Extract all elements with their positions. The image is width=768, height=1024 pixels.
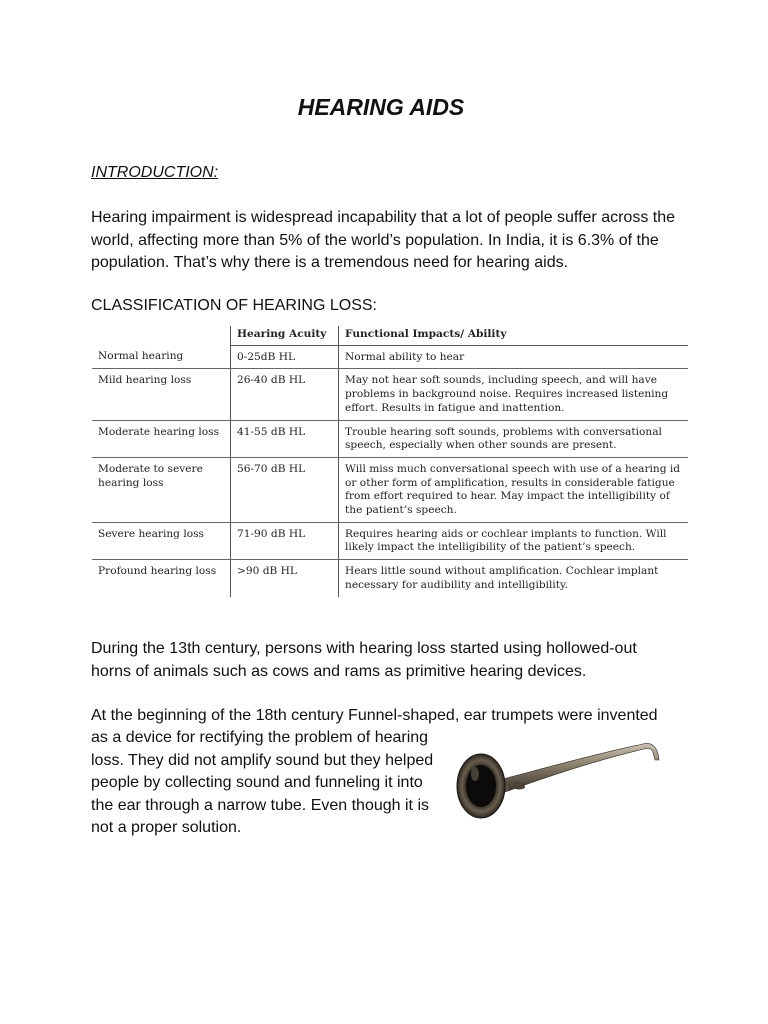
table-cell-acuity: 0-25dB HL xyxy=(231,345,339,369)
table-header-acuity: Hearing Acuity xyxy=(231,326,339,345)
trumpet-paragraph-continued: as a device for rectifying the problem of hearing loss. They did not amplify sound but they helped people by collecting sound and funneling it into the ear through a narrow tube. Even though it is not a proper solution. xyxy=(91,729,434,836)
table-row xyxy=(92,522,688,559)
table-row xyxy=(92,345,688,369)
table-cell-acuity: 56-70 dB HL xyxy=(231,457,339,522)
introduction-heading: INTRODUCTION: xyxy=(91,164,219,181)
table-cell-impact: Normal ability to hear xyxy=(339,345,689,369)
table-cell-impact: Trouble hearing soft sounds, problems with conversational speech, especially when other sounds are present. xyxy=(339,420,689,457)
introduction-paragraph: Hearing impairment is widespread incapability that a lot of people suffer across the world, affecting more than 5% of the world’s population. In India, it is 6.3% of the population. That’s why there is a tremendous need for hearing aids. xyxy=(91,209,676,271)
table-cell-impact: May not hear soft sounds, including speech, and will have problems in background noise. Requires increased listening effort. Results in fatigue and inattention. xyxy=(339,369,689,420)
table-cell-acuity: >90 dB HL xyxy=(231,560,339,597)
table-header-category xyxy=(92,326,231,345)
table-row xyxy=(92,457,688,522)
table-cell-category: Mild hearing loss xyxy=(92,369,231,420)
table-cell-acuity: 71-90 dB HL xyxy=(231,522,339,559)
ear-trumpet-image xyxy=(455,738,661,820)
table-row xyxy=(92,369,688,420)
table-cell-category: Profound hearing loss xyxy=(98,565,217,578)
table-cell-category: Normal hearing xyxy=(92,345,231,369)
table-cell-impact: Hears little sound without amplification. Cochlear implant necessary for audibility and intelligibility. xyxy=(339,560,689,597)
table-cell-impact: Requires hearing aids or cochlear implants to function. Will likely impact the intelligibility of the patient’s speech. xyxy=(339,522,689,559)
table-cell-category: Moderate hearing loss xyxy=(92,420,231,457)
trumpet-paragraph-first-line: At the beginning of the 18th century Funnel-shaped, ear trumpets were invented xyxy=(91,707,658,724)
history-paragraph: During the 13th century, persons with hearing loss started using hollowed-out horns of animals such as cows and rams as primitive hearing devices. xyxy=(91,640,637,680)
table-header-row xyxy=(92,326,688,345)
table-cell-impact: Will miss much conversational speech with use of a hearing id or other form of amplification, results in considerable fatigue from effort required to hear. May impact the intelligibility of the patient’s speech. xyxy=(339,457,689,522)
table-row xyxy=(92,420,688,457)
document-title: HEARING AIDS xyxy=(297,94,465,120)
hearing-loss-table xyxy=(92,326,688,597)
table-header-impact: Functional Impacts/ Ability xyxy=(339,326,689,345)
table-cell-category: Severe hearing loss xyxy=(92,522,231,559)
table-row xyxy=(92,560,688,597)
table-cell-category: Moderate to severe hearing loss xyxy=(92,457,231,522)
classification-heading: CLASSIFICATION OF HEARING LOSS: xyxy=(91,297,377,314)
table-cell-acuity: 26-40 dB HL xyxy=(231,369,339,420)
table-cell-acuity: 41-55 dB HL xyxy=(231,420,339,457)
